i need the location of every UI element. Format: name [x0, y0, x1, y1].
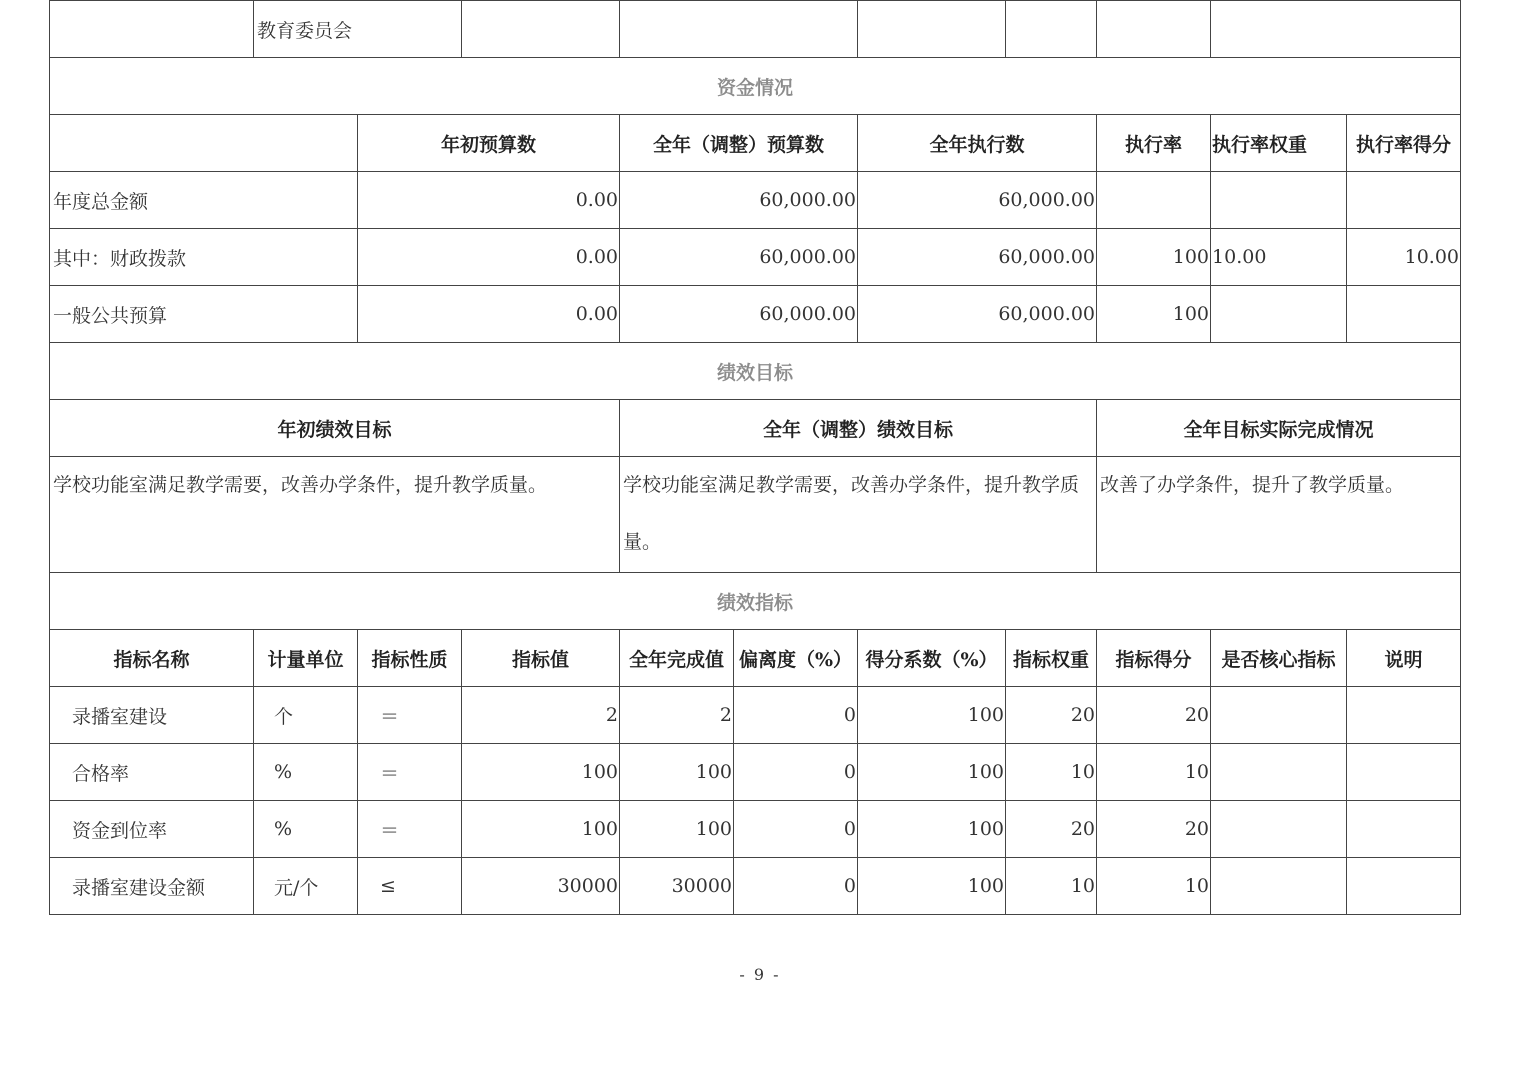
column-header: 计量单位 [254, 630, 358, 687]
adjusted-budget: 60,000.00 [620, 229, 858, 286]
indicator-deviation: 0 [734, 858, 858, 915]
indicators-section-title: 绩效指标 [50, 573, 1461, 630]
initial-goal-text: 学校功能室满足教学需要，改善办学条件，提升教学质量。 [50, 457, 620, 573]
initial-budget: 0.00 [358, 286, 620, 343]
funding-section-title: 资金情况 [50, 58, 1461, 115]
indicator-target: 2 [462, 687, 620, 744]
rate-score [1347, 286, 1461, 343]
indicator-note [1347, 801, 1461, 858]
column-header: 指标权重 [1006, 630, 1097, 687]
table-row [50, 801, 1461, 858]
column-header: 指标名称 [50, 630, 254, 687]
indicator-unit: % [254, 801, 358, 858]
indicator-core [1211, 801, 1347, 858]
indicator-score: 20 [1097, 801, 1211, 858]
table-header-row [50, 400, 1461, 457]
column-header: 全年目标实际完成情况 [1097, 400, 1461, 457]
indicator-coefficient: 100 [858, 858, 1006, 915]
indicator-score: 10 [1097, 858, 1211, 915]
rate-score: 10.00 [1347, 229, 1461, 286]
indicator-name: 录播室建设金额 [50, 858, 254, 915]
executed-amount: 60,000.00 [858, 172, 1097, 229]
column-header: 指标值 [462, 630, 620, 687]
indicator-target: 30000 [462, 858, 620, 915]
indicator-actual: 100 [620, 744, 734, 801]
adjusted-budget: 60,000.00 [620, 172, 858, 229]
table-row [50, 457, 1461, 573]
section-row [50, 58, 1461, 115]
column-header: 执行率 [1097, 115, 1211, 172]
page-number: - 9 - [739, 965, 781, 984]
indicator-deviation: 0 [734, 687, 858, 744]
table-row [50, 1, 1461, 58]
indicator-unit: % [254, 744, 358, 801]
column-header: 指标得分 [1097, 630, 1211, 687]
section-row [50, 343, 1461, 400]
indicator-nature: ＝ [358, 687, 462, 744]
adjusted-goal-text: 学校功能室满足教学需要，改善办学条件，提升教学质量。 [620, 457, 1097, 573]
indicator-name: 资金到位率 [50, 801, 254, 858]
column-header: 全年执行数 [858, 115, 1097, 172]
column-header: 说明 [1347, 630, 1461, 687]
indicator-deviation: 0 [734, 801, 858, 858]
indicator-nature: ≤ [358, 858, 462, 915]
indicator-deviation: 0 [734, 744, 858, 801]
indicator-target: 100 [462, 801, 620, 858]
indicator-score: 10 [1097, 744, 1211, 801]
column-header: 指标性质 [358, 630, 462, 687]
table-row [50, 687, 1461, 744]
column-header: 偏离度（%） [734, 630, 858, 687]
column-header: 执行率权重 [1211, 115, 1347, 172]
table-row [50, 286, 1461, 343]
indicator-coefficient: 100 [858, 801, 1006, 858]
rate-weight [1211, 172, 1347, 229]
initial-budget: 0.00 [358, 172, 620, 229]
indicator-coefficient: 100 [858, 687, 1006, 744]
column-header: 是否核心指标 [1211, 630, 1347, 687]
column-header: 全年（调整）预算数 [620, 115, 858, 172]
indicator-weight: 20 [1006, 801, 1097, 858]
column-header: 全年（调整）绩效目标 [620, 400, 1097, 457]
indicator-note [1347, 687, 1461, 744]
initial-budget: 0.00 [358, 229, 620, 286]
indicator-core [1211, 744, 1347, 801]
indicator-name: 录播室建设 [50, 687, 254, 744]
adjusted-budget: 60,000.00 [620, 286, 858, 343]
execution-rate: 100 [1097, 286, 1211, 343]
rate-weight: 10.00 [1211, 229, 1347, 286]
column-header: 年初绩效目标 [50, 400, 620, 457]
row-label: 其中：财政拨款 [50, 229, 358, 286]
indicator-note [1347, 858, 1461, 915]
indicator-nature: ＝ [358, 801, 462, 858]
table-row [50, 229, 1461, 286]
indicator-core [1211, 858, 1347, 915]
performance-table [49, 0, 1461, 915]
indicator-nature: ＝ [358, 744, 462, 801]
indicator-name: 合格率 [50, 744, 254, 801]
indicator-unit: 元/个 [254, 858, 358, 915]
indicator-weight: 20 [1006, 687, 1097, 744]
indicator-core [1211, 687, 1347, 744]
indicator-target: 100 [462, 744, 620, 801]
row-label: 年度总金额 [50, 172, 358, 229]
indicator-actual: 100 [620, 801, 734, 858]
indicator-coefficient: 100 [858, 744, 1006, 801]
actual-completion-text: 改善了办学条件，提升了教学质量。 [1097, 457, 1461, 573]
column-header: 全年完成值 [620, 630, 734, 687]
table-row [50, 744, 1461, 801]
column-header: 执行率得分 [1347, 115, 1461, 172]
goals-section-title: 绩效目标 [50, 343, 1461, 400]
section-row [50, 573, 1461, 630]
column-header: 得分系数（%） [858, 630, 1006, 687]
table-header-row [50, 115, 1461, 172]
indicator-weight: 10 [1006, 858, 1097, 915]
table-header-row [50, 630, 1461, 687]
indicator-note [1347, 744, 1461, 801]
indicator-weight: 10 [1006, 744, 1097, 801]
row-label: 一般公共预算 [50, 286, 358, 343]
indicator-score: 20 [1097, 687, 1211, 744]
execution-rate [1097, 172, 1211, 229]
executed-amount: 60,000.00 [858, 229, 1097, 286]
rate-weight [1211, 286, 1347, 343]
executed-amount: 60,000.00 [858, 286, 1097, 343]
table-row [50, 858, 1461, 915]
rate-score [1347, 172, 1461, 229]
indicator-actual: 2 [620, 687, 734, 744]
table-row [50, 172, 1461, 229]
column-header: 年初预算数 [358, 115, 620, 172]
department-cell: 教育委员会 [254, 1, 462, 58]
indicator-unit: 个 [254, 687, 358, 744]
execution-rate: 100 [1097, 229, 1211, 286]
indicator-actual: 30000 [620, 858, 734, 915]
